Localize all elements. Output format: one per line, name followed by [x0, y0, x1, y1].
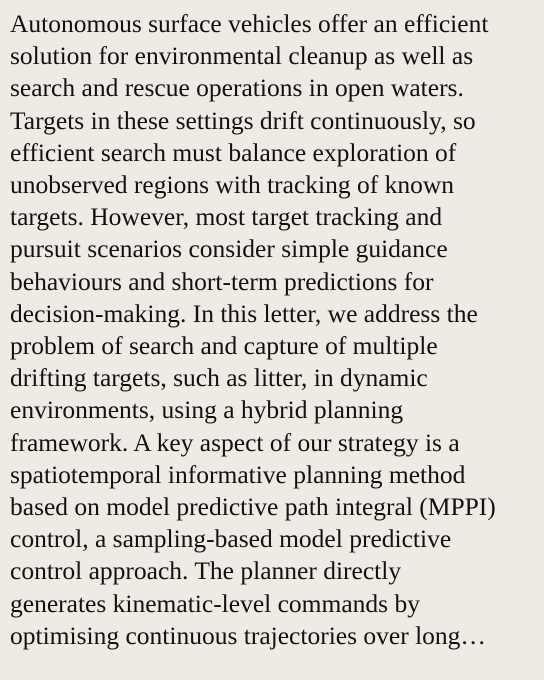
abstract-text [10, 8, 534, 652]
abstract-line: Targets in these settings drift continuously, so [10, 105, 476, 135]
abstract-line: decision-making. In this letter, we address the [10, 298, 478, 328]
abstract-line: pursuit scenarios consider simple guidance [10, 234, 448, 264]
abstract-line: unobserved regions with tracking of known [10, 170, 455, 200]
abstract-line: search and rescue operations in open waters. [10, 73, 464, 103]
abstract-line: generates kinematic-level commands by [10, 588, 420, 618]
abstract-line: drifting targets, such as litter, in dynamic [10, 363, 428, 393]
abstract-line: optimising continuous trajectories over long… [10, 620, 486, 650]
abstract-line: control, a sampling-based model predictive [10, 524, 452, 554]
abstract-line: efficient search must balance exploration of [10, 137, 457, 167]
abstract-line: based on model predictive path integral (MPPI) [10, 492, 496, 522]
abstract-line: problem of search and capture of multiple [10, 331, 438, 361]
abstract-line: behaviours and short-term predictions for [10, 266, 434, 296]
abstract-line: control approach. The planner directly [10, 556, 402, 586]
abstract-line: framework. A key aspect of our strategy is a [10, 427, 460, 457]
abstract-line: targets. However, most target tracking and [10, 202, 443, 232]
abstract-line: Autonomous surface vehicles offer an efficient [10, 9, 489, 38]
abstract-line: environments, using a hybrid planning [10, 395, 404, 425]
abstract-line: spatiotemporal informative planning method [10, 459, 466, 489]
abstract-line: solution for environmental cleanup as well as [10, 41, 474, 71]
